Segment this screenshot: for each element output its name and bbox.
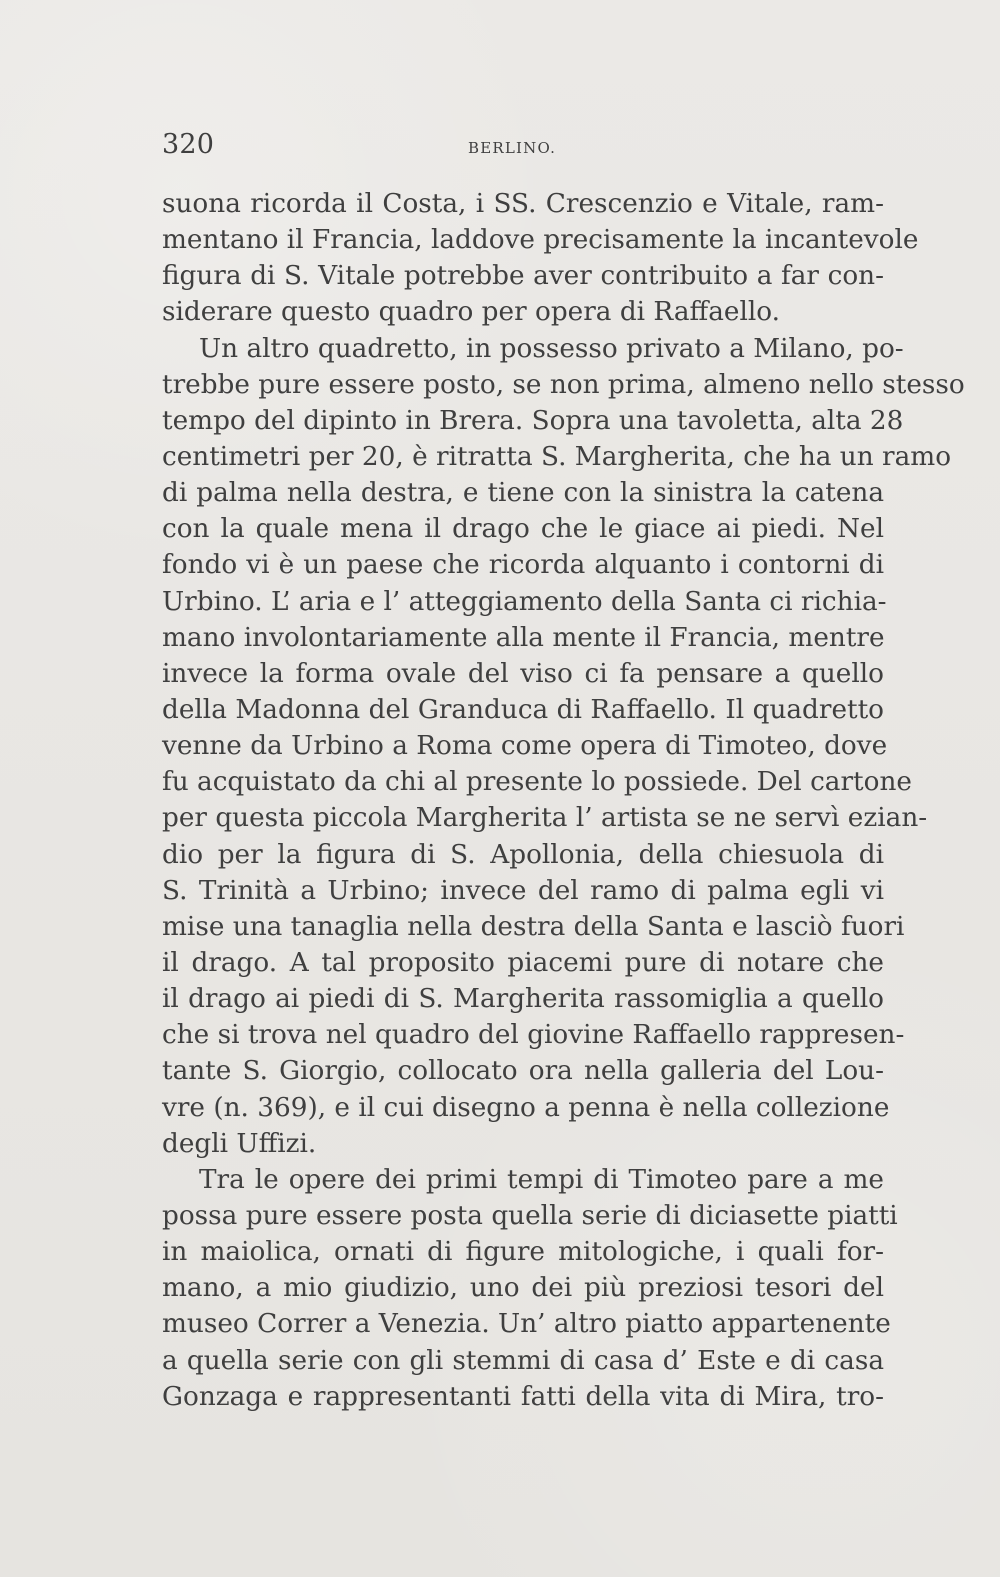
text-line: il drago. A tal proposito piacemi pure di notare che	[162, 947, 884, 978]
text-line: possa pure essere posta quella serie di diciasette piatti	[162, 1200, 898, 1231]
text-line: siderare questo quadro per opera di Raffaello.	[162, 297, 780, 328]
text-line: venne da Urbino a Roma come opera di Timoteo, dove	[162, 731, 888, 762]
text-line: dio per la figura di S. Apollonia, della chiesuola di	[162, 839, 884, 870]
text-line: Urbino. L’ aria e l’ atteggiamento della Santa ci richia-	[162, 586, 887, 617]
text-line: fondo vi è un paese che ricorda alquanto i contorni di	[162, 550, 884, 581]
text-line: suona ricorda il Costa, i SS. Crescenzio e Vitale, ram-	[162, 189, 884, 219]
text-line: il drago ai piedi di S. Margherita rassomiglia a quello	[162, 984, 884, 1015]
text-line: in maiolica, ornati di figure mitologiche, i quali for-	[162, 1237, 884, 1268]
text-line: a quella serie con gli stemmi di casa d’ Este e di casa	[162, 1345, 884, 1376]
text-line: mentano il Francia, laddove precisamente la incantevole	[162, 225, 919, 256]
page-number: 320	[162, 129, 215, 160]
text-line: mise una tanaglia nella destra della Santa e lasciò fuori	[162, 911, 905, 942]
text-line: vre (n. 369), e il cui disegno a penna è nella collezione	[162, 1092, 890, 1123]
body-text	[162, 186, 965, 1415]
text-line: tempo del dipinto in Brera. Sopra una tavoletta, alta 28	[162, 405, 904, 436]
text-line: centimetri per 20, è ritratta S. Margherita, che ha un ramo	[162, 441, 952, 472]
text-line: della Madonna del Granduca di Raffaello. Il quadretto	[162, 694, 884, 725]
text-line: fu acquistato da chi al presente lo possiede. Del cartone	[162, 767, 912, 798]
text-line: figura di S. Vitale potrebbe aver contribuito a far con-	[162, 261, 884, 292]
text-line: di palma nella destra, e tiene con la sinistra la catena	[162, 478, 884, 509]
text-line: Un altro quadretto, in possesso privato a Milano, po-	[199, 333, 904, 364]
page-header	[162, 129, 884, 163]
text-line: con la quale mena il drago che le giace ai piedi. Nel	[162, 514, 884, 545]
text-line: museo Correr a Venezia. Un’ altro piatto appartenente	[162, 1309, 891, 1340]
text-line: invece la forma ovale del viso ci fa pensare a quello	[162, 658, 884, 689]
text-line: Tra le opere dei primi tempi di Timoteo pare a me	[199, 1164, 884, 1195]
text-line: per questa piccola Margherita l’ artista se ne servì ezian-	[162, 803, 928, 834]
text-line: tante S. Giorgio, collocato ora nella galleria del Lou-	[162, 1056, 884, 1087]
text-line: mano involontariamente alla mente il Francia, mentre	[162, 622, 885, 653]
text-line: che si trova nel quadro del giovine Raffaello rappresen-	[162, 1020, 905, 1051]
text-line: S. Trinità a Urbino; invece del ramo di palma egli vi	[162, 875, 884, 906]
text-line: mano, a mio giudizio, uno dei più preziosi tesori del	[162, 1273, 884, 1304]
running-head: BERLINO.	[468, 139, 557, 157]
text-line: Gonzaga e rappresentanti fatti della vita di Mira, tro-	[162, 1381, 884, 1412]
text-line: degli Uffizi.	[162, 1128, 317, 1159]
text-line: trebbe pure essere posto, se non prima, almeno nello stesso	[162, 369, 965, 400]
